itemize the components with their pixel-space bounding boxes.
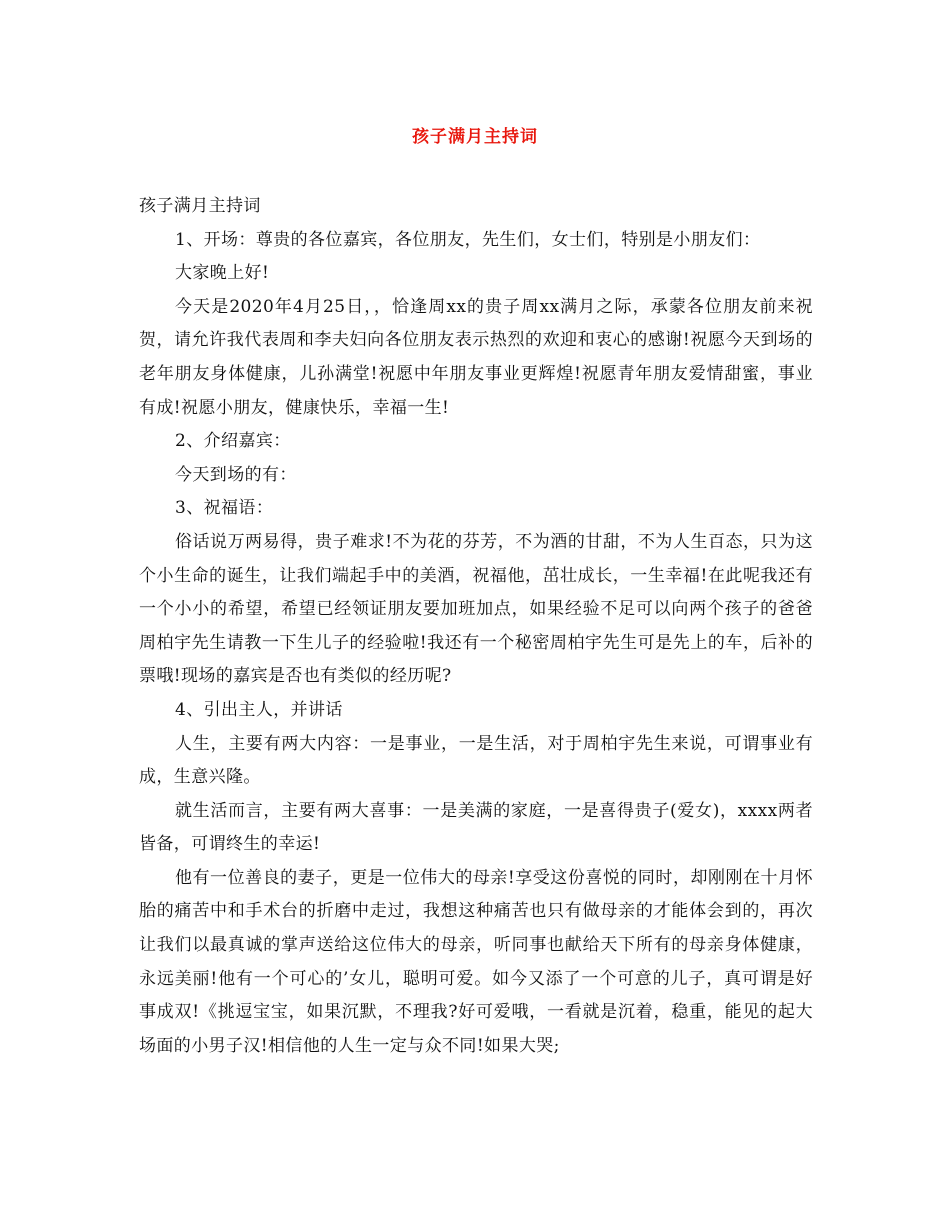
body-paragraph: 就生活而言，主要有两大喜事：一是美满的家庭，一是喜得贵子(爱女)，xxxx两者皆备，可谓终生的幸运!	[139, 800, 813, 855]
document-subtitle: 孩子满月主持词	[139, 196, 261, 216]
body-paragraph: 1、开场：尊贵的各位嘉宾，各位朋友，先生们，女士们，特别是小朋友们：	[175, 229, 761, 250]
body-paragraph: 今天是2020年4月25日，，恰逢周xx的贵子周xx满月之际，承蒙各位朋友前来祝贺，请允许我代表周和李夫妇向各位朋友表示热烈的欢迎和衷心的感谢!祝愿今天到场的老年朋友身体健康，儿孙满堂!祝愿中年朋友事业更辉煌!祝愿青年朋友爱情甜蜜，事业有成!祝愿小朋友，健康快乐，幸福一生!	[139, 296, 813, 418]
document-title: 孩子满月主持词	[412, 127, 538, 147]
body-paragraph: 人生，主要有两大内容：一是事业，一是生活，对于周柏宇先生来说，可谓事业有成，生意兴隆。	[139, 733, 813, 788]
body-paragraph: 3、祝福语：	[175, 498, 274, 519]
body-paragraph: 大家晚上好!	[175, 263, 270, 284]
body-paragraph: 俗话说万两易得，贵子难求!不为花的芬芳，不为酒的甘甜，不为人生百态，只为这个小生命的诞生，让我们端起手中的美酒，祝福他，茁壮成长，一生幸福!在此呢我还有一个小小的希望，希望已经领证朋友要加班加点，如果经验不足可以向两个孩子的爸爸周柏宇先生请教一下生儿子的经验啦!我还有一个秘密周柏宇先生可是先上的车，后补的票哦!现场的嘉宾是否也有类似的经历呢?	[139, 531, 813, 687]
body-paragraph: 2、介绍嘉宾：	[175, 431, 291, 452]
body-paragraph: 今天到场的有：	[175, 464, 297, 485]
document-body	[139, 190, 813, 1063]
body-paragraph: 4、引出主人，并讲话	[175, 699, 343, 720]
body-paragraph: 他有一位善良的妻子，更是一位伟大的母亲!享受这份喜悦的同时，却刚刚在十月怀胎的痛苦中和手术台的折磨中走过，我想这种痛苦也只有做母亲的才能体会到的，再次让我们以最真诚的掌声送给这位伟大的母亲，听同事也献给天下所有的母亲身体健康，永远美丽!他有一个可心的’女儿，聪明可爱。如今又添了一个可意的儿子，真可谓是好事成双!《挑逗宝宝，如果沉默，不理我?好可爱哦，一看就是沉着，稳重，能见的起大场面的小男子汉!相信他的人生一定与众不同!如果大哭;	[139, 867, 813, 1056]
